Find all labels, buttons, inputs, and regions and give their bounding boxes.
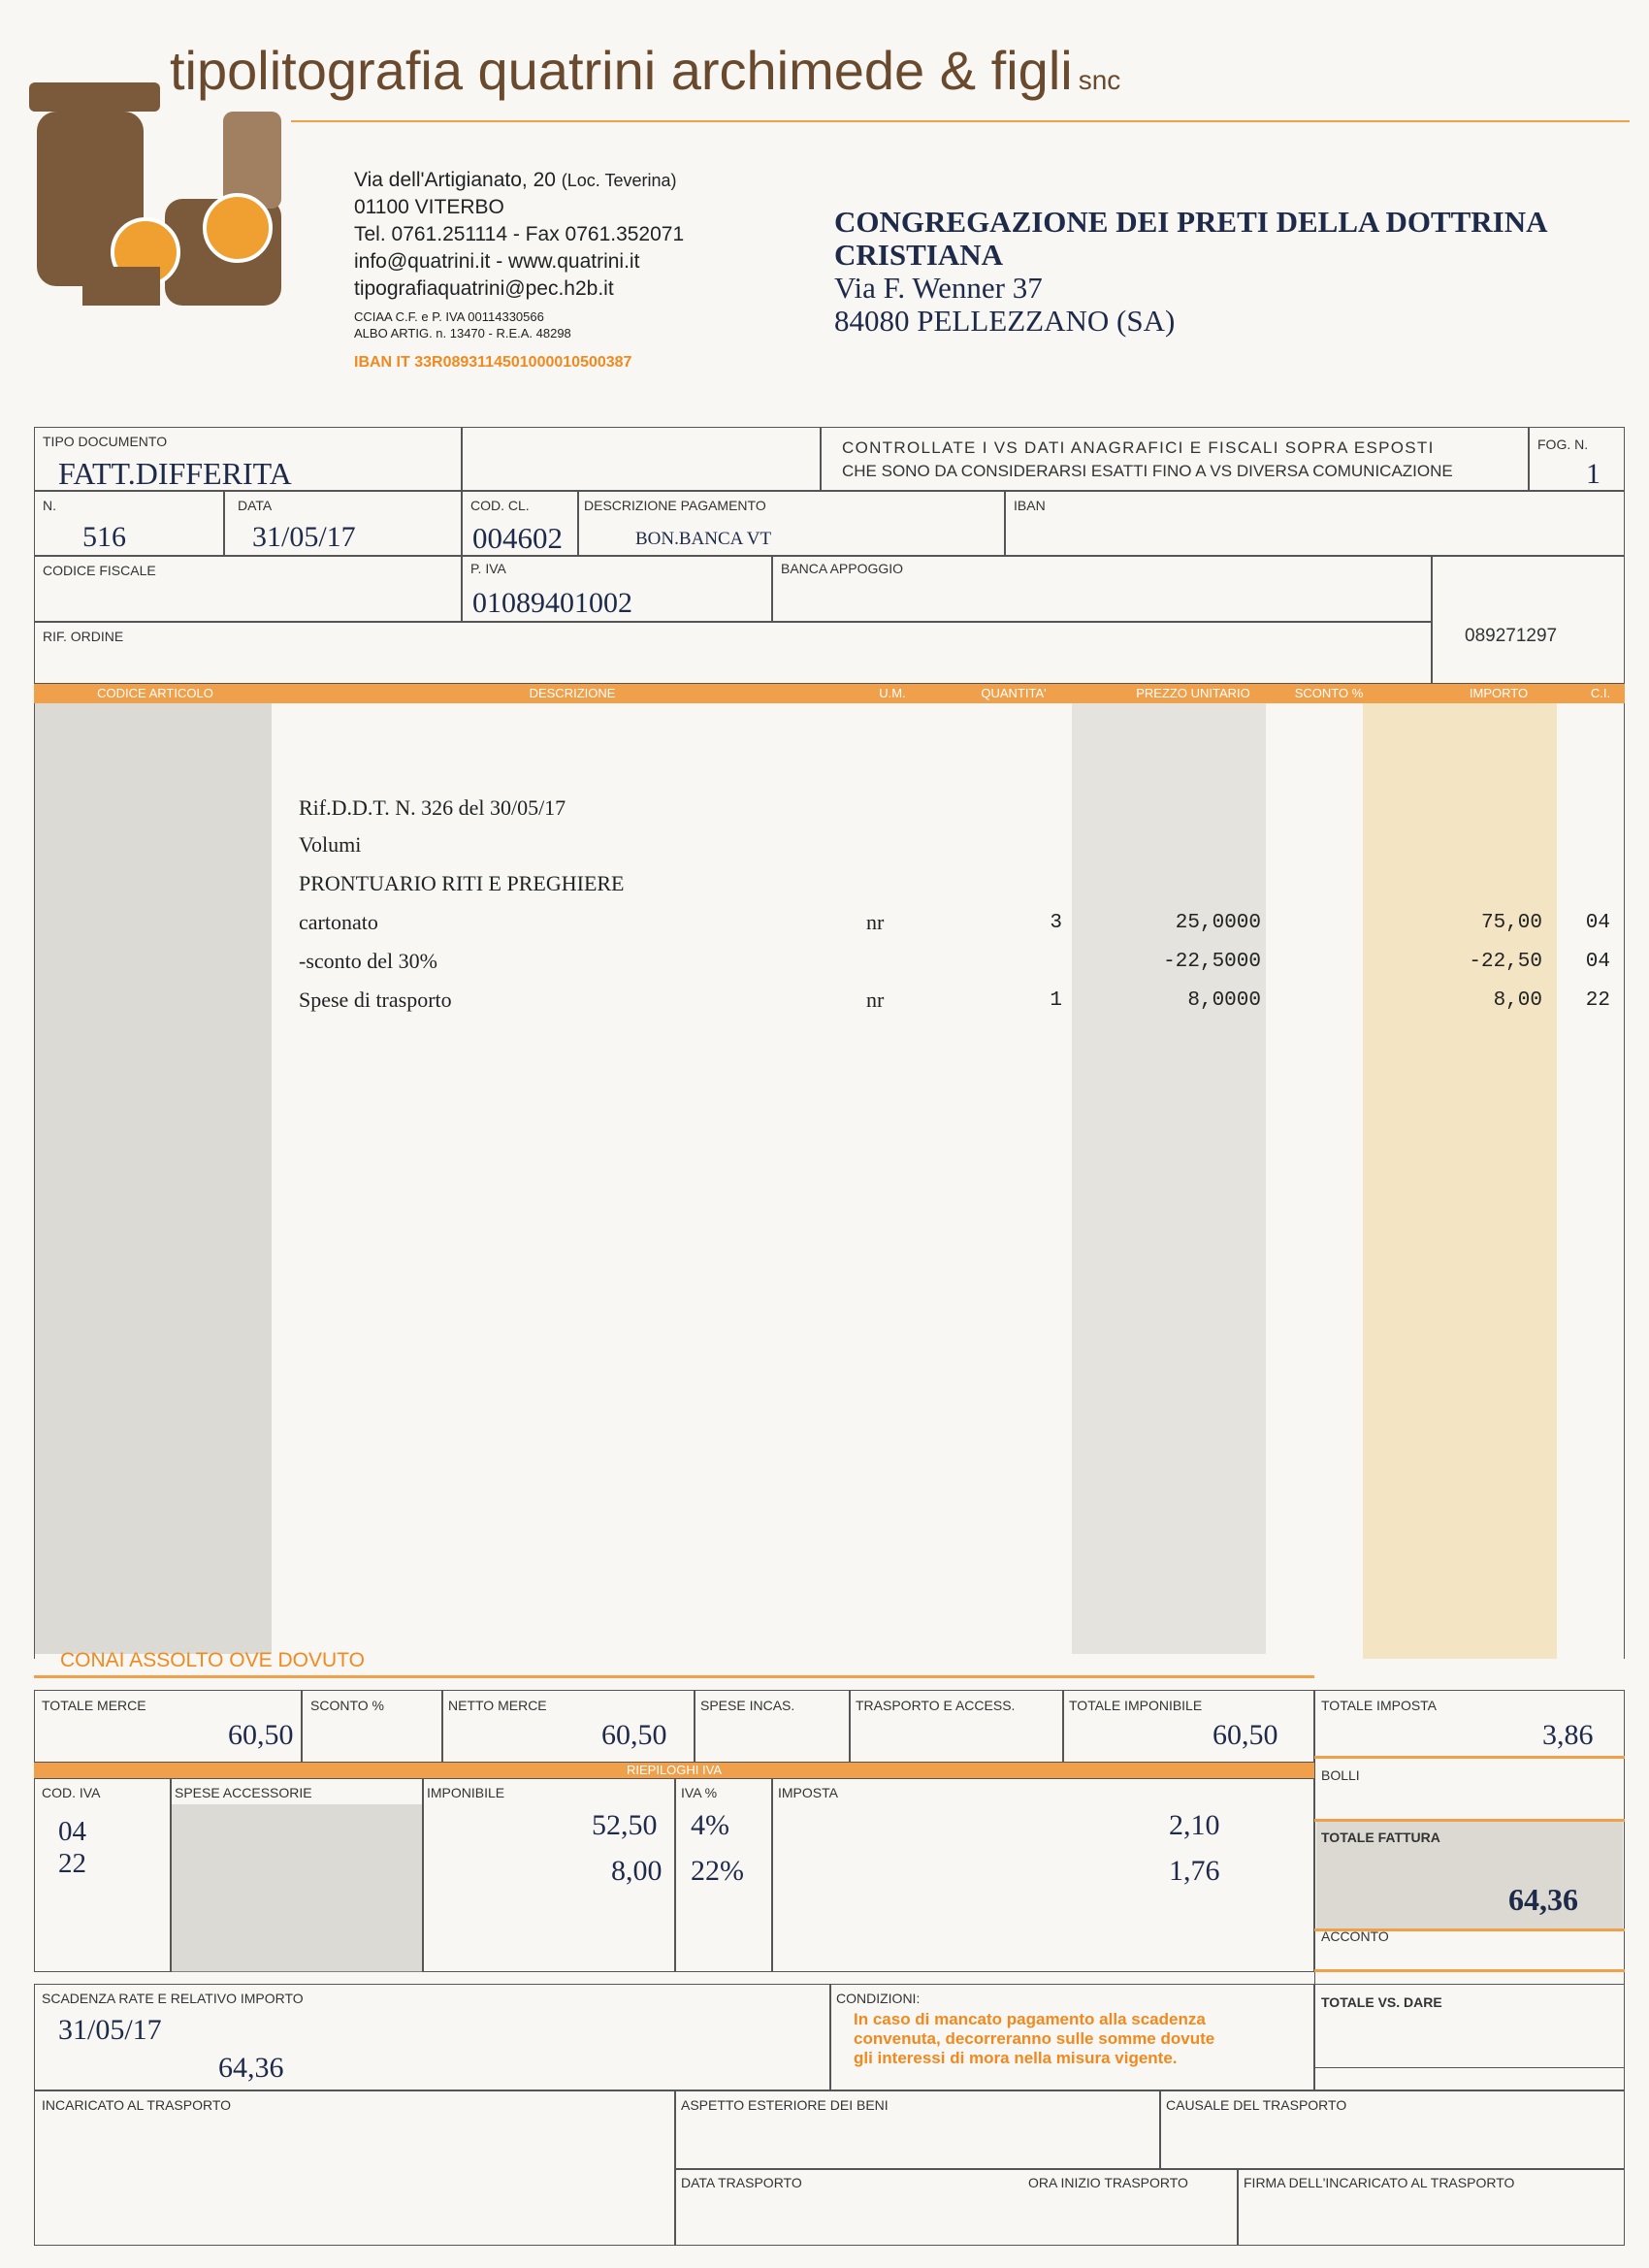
tipo-documento-label: TIPO DOCUMENTO xyxy=(43,434,168,449)
company-email: info@quatrini.it - www.quatrini.it xyxy=(354,250,640,273)
company-logo xyxy=(29,73,291,335)
iva-row-imposta: 2,10 xyxy=(1169,1809,1220,1841)
condizioni-text xyxy=(854,2010,1214,2068)
line-item-description: PRONTUARIO RITI E PREGHIERE xyxy=(299,871,625,895)
iva-imposta-label: IMPOSTA xyxy=(778,1785,838,1800)
cod-cl: 004602 xyxy=(472,521,563,555)
company-locality: (Loc. Teverina) xyxy=(561,171,677,190)
customer-name-line2: CRISTIANA xyxy=(834,238,1003,272)
customer-address xyxy=(834,206,1548,338)
conai-notice: CONAI ASSOLTO OVE DOVUTO xyxy=(60,1649,365,1671)
invoice-date: 31/05/17 xyxy=(252,521,356,553)
fog-label: FOG. N. xyxy=(1537,437,1589,452)
iva-cod-label: COD. IVA xyxy=(42,1785,101,1800)
totale-imposta: 3,86 xyxy=(1542,1719,1594,1751)
col-prezzo-unitario: PREZZO UNITARIO xyxy=(1136,686,1250,700)
header-rule xyxy=(291,120,1630,122)
totale-dare-label: TOTALE VS. DARE xyxy=(1321,1994,1442,2010)
scadenza-date: 31/05/17 xyxy=(58,2014,162,2046)
bolli-label: BOLLI xyxy=(1321,1767,1360,1783)
iva-row-perc: 4% xyxy=(691,1809,729,1841)
line-item-um: nr xyxy=(866,910,885,934)
scadenza-amount: 64,36 xyxy=(218,2052,284,2084)
ora-trasporto-label: ORA INIZIO TRASPORTO xyxy=(1028,2175,1188,2190)
riepiloghi-label: RIEPILOGHI IVA xyxy=(626,1763,722,1777)
col-um: U.M. xyxy=(879,686,906,700)
reference-code: 089271297 xyxy=(1465,626,1558,646)
company-pec: tipografiaquatrini@pec.h2b.it xyxy=(354,277,614,300)
cod-cl-label: COD. CL. xyxy=(470,498,530,513)
company-street: Via dell'Artigianato, 20 xyxy=(354,169,556,191)
condizioni-line1: In caso di mancato pagamento alla scadenza xyxy=(854,2010,1206,2028)
line-item-description: Volumi xyxy=(299,832,362,857)
payment-description: BON.BANCA VT xyxy=(635,529,772,549)
notice-line1: CONTROLLATE I VS DATI ANAGRAFICI E FISCALI SOPRA ESPOSTI xyxy=(842,438,1435,457)
table-header-bar xyxy=(34,684,1625,703)
customer-name-line1: CONGREGAZIONE DEI PRETI DELLA DOTTRINA xyxy=(834,205,1548,239)
netto-merce-label: NETTO MERCE xyxy=(448,1698,547,1713)
table-body-border xyxy=(34,703,1625,1659)
riepiloghi-bar xyxy=(34,1763,1314,1778)
iva-row-cod: 04 xyxy=(58,1816,86,1847)
iva-perc-label: IVA % xyxy=(681,1785,718,1800)
data-label: DATA xyxy=(238,498,273,513)
line-item-um: nr xyxy=(866,988,885,1012)
line-item-description: Rif.D.D.T. N. 326 del 30/05/17 xyxy=(299,795,566,820)
desc-pag-label: DESCRIZIONE PAGAMENTO xyxy=(584,498,766,513)
col-codice-articolo: CODICE ARTICOLO xyxy=(97,686,213,700)
line-item-qty: 1 xyxy=(1050,989,1062,1012)
customer-city: 84080 PELLEZZANO (SA) xyxy=(834,304,1176,338)
totale-merce-label: TOTALE MERCE xyxy=(42,1698,146,1713)
line-item-price: 25,0000 xyxy=(1175,912,1261,934)
netto-merce: 60,50 xyxy=(601,1719,667,1751)
aspetto-label: ASPETTO ESTERIORE DEI BENI xyxy=(681,2097,889,2113)
iva-row-imponibile: 52,50 xyxy=(592,1809,658,1841)
notice xyxy=(842,437,1453,483)
col-importo: IMPORTO xyxy=(1469,686,1529,700)
iva-row-imponibile: 8,00 xyxy=(611,1855,663,1887)
line-item-ci: 04 xyxy=(1585,951,1610,973)
col-descrizione: DESCRIZIONE xyxy=(529,686,616,700)
company-iban: IBAN IT 33R0893114501000010500387 xyxy=(354,354,632,371)
col-ci: C.I. xyxy=(1590,686,1611,700)
company-name: tipolitografia quatrini archimede & figli snc xyxy=(170,40,1121,101)
condizioni-line3: gli interessi di mora nella misura vigente. xyxy=(854,2049,1178,2067)
condizioni-line2: convenuta, decorreranno sulle somme dovute xyxy=(854,2029,1215,2048)
totale-imponibile-label: TOTALE IMPONIBILE xyxy=(1069,1698,1203,1713)
piva: 01089401002 xyxy=(472,587,632,619)
line-item-price: -22,5000 xyxy=(1163,951,1261,973)
totale-merce: 60,50 xyxy=(228,1719,294,1751)
iva-row-perc: 22% xyxy=(691,1855,744,1887)
company-albo: ALBO ARTIG. n. 13470 - R.E.A. 48298 xyxy=(354,326,571,340)
iban-label: IBAN xyxy=(1014,498,1046,513)
company-address xyxy=(354,167,684,376)
tipo-documento: FATT.DIFFERITA xyxy=(58,456,292,491)
spese-incasso-label: SPESE INCAS. xyxy=(700,1698,795,1713)
piva-label: P. IVA xyxy=(470,561,506,576)
company-suffix: snc xyxy=(1078,65,1121,95)
company-city: 01100 VITERBO xyxy=(354,196,504,218)
line-item-description: -sconto del 30% xyxy=(299,949,437,973)
line-item-importo: 75,00 xyxy=(1480,912,1542,934)
data-trasporto-label: DATA TRASPORTO xyxy=(681,2175,802,2190)
conai-underline xyxy=(34,1675,1314,1678)
incaricato-label: INCARICATO AL TRASPORTO xyxy=(42,2097,232,2113)
totale-imposta-label: TOTALE IMPOSTA xyxy=(1321,1698,1438,1713)
iva-row-cod: 22 xyxy=(58,1848,86,1879)
banca-appoggio-label: BANCA APPOGGIO xyxy=(781,561,904,576)
customer-street: Via F. Wenner 37 xyxy=(834,271,1043,305)
line-item-importo: 8,00 xyxy=(1493,989,1542,1012)
col-quantita: QUANTITA' xyxy=(981,686,1047,700)
notice-line2: CHE SONO DA CONSIDERARSI ESATTI FINO A VS DIVERSA COMUNICAZIONE xyxy=(842,462,1453,480)
firma-label: FIRMA DELL'INCARICATO AL TRASPORTO xyxy=(1244,2175,1515,2190)
totale-fattura-label: TOTALE FATTURA xyxy=(1321,1830,1440,1845)
line-item-ci: 04 xyxy=(1585,912,1610,934)
company-phone: Tel. 0761.251114 - Fax 0761.352071 xyxy=(354,223,685,245)
sconto-label: SCONTO % xyxy=(310,1698,384,1713)
line-item-description: cartonato xyxy=(299,910,378,934)
fog-number: 1 xyxy=(1586,458,1600,490)
acconto-label: ACCONTO xyxy=(1321,1928,1389,1944)
rif-ordine-label: RIF. ORDINE xyxy=(43,629,124,644)
line-item-ci: 22 xyxy=(1585,989,1610,1012)
n-label: N. xyxy=(43,498,56,513)
totale-fattura: 64,36 xyxy=(1508,1882,1578,1917)
totale-imponibile: 60,50 xyxy=(1212,1719,1278,1751)
codice-fiscale-label: CODICE FISCALE xyxy=(43,563,156,578)
scadenza-label: SCADENZA RATE E RELATIVO IMPORTO xyxy=(42,1991,304,2006)
iva-spese-label: SPESE ACCESSORIE xyxy=(175,1785,312,1800)
iva-row-imposta: 1,76 xyxy=(1169,1855,1220,1887)
col-sconto: SCONTO % xyxy=(1294,686,1364,700)
causale-label: CAUSALE DEL TRASPORTO xyxy=(1166,2097,1347,2113)
iva-imponibile-label: IMPONIBILE xyxy=(427,1785,505,1800)
company-cciaa: CCIAA C.F. e P. IVA 00114330566 xyxy=(354,309,544,324)
line-item-qty: 3 xyxy=(1050,912,1062,934)
condizioni-label: CONDIZIONI: xyxy=(836,1991,921,2006)
line-item-description: Spese di trasporto xyxy=(299,988,452,1012)
line-item-importo: -22,50 xyxy=(1469,951,1542,973)
invoice-number: 516 xyxy=(82,521,126,553)
trasporto-label: TRASPORTO E ACCESS. xyxy=(856,1698,1016,1713)
line-item-price: 8,0000 xyxy=(1187,989,1261,1012)
iva-spese-shade xyxy=(170,1804,422,1972)
